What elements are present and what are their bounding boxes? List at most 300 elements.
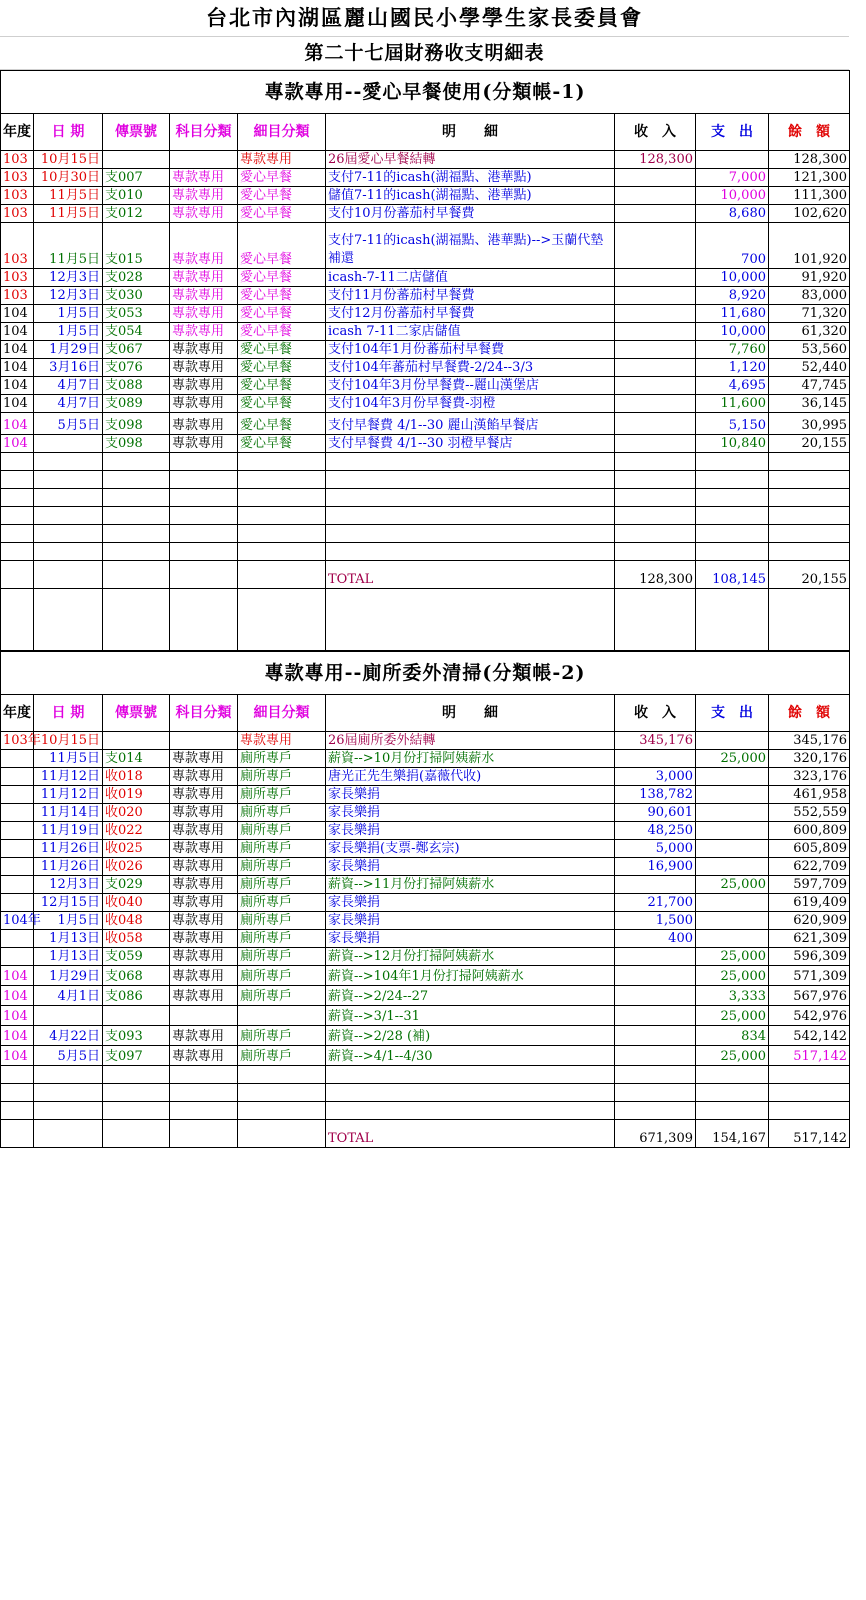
empty-cell <box>1 525 34 543</box>
date-cell: 1月5日 <box>34 305 103 323</box>
empty-cell <box>34 543 103 561</box>
empty-cell <box>769 471 850 489</box>
description-cell: 支付12月份蕃茄村早餐費 <box>326 305 615 323</box>
column-header: 收 入 <box>615 114 696 151</box>
empty-cell <box>615 471 696 489</box>
income-cell <box>615 1026 696 1046</box>
subject-cell: 專款專用 <box>170 269 238 287</box>
expense-cell: 10,000 <box>696 269 769 287</box>
empty-cell <box>769 1102 850 1120</box>
empty-cell <box>170 543 238 561</box>
empty-cell <box>696 1084 769 1102</box>
year-cell <box>1 930 34 948</box>
income-cell <box>615 223 696 269</box>
expense-cell: 10,000 <box>696 323 769 341</box>
description-cell: 支付104年3月份早餐費--麗山漢堡店 <box>326 377 615 395</box>
voucher-cell: 支088 <box>103 377 170 395</box>
empty-cell <box>769 525 850 543</box>
total-income: 671,309 <box>615 1120 696 1148</box>
description-cell: 支付11月份蕃茄村早餐費 <box>326 287 615 305</box>
category-cell: 愛心早餐 <box>238 377 326 395</box>
table-row <box>1 205 850 223</box>
empty-cell <box>103 1066 170 1084</box>
empty-cell <box>1 1066 34 1084</box>
subject-cell: 專款專用 <box>170 804 238 822</box>
empty-cell <box>34 471 103 489</box>
voucher-cell: 支059 <box>103 948 170 966</box>
date-cell: 4月7日 <box>34 395 103 413</box>
year-cell: 103 <box>1 223 34 269</box>
description-cell: 家長樂捐 <box>326 804 615 822</box>
expense-cell <box>696 732 769 750</box>
subject-cell <box>170 151 238 169</box>
empty-cell <box>170 507 238 525</box>
blank-row <box>1 1084 850 1102</box>
empty-cell <box>696 525 769 543</box>
date-cell: 11月12日 <box>34 768 103 786</box>
income-cell <box>615 341 696 359</box>
date-cell: 1月13日 <box>34 930 103 948</box>
date-cell: 3月16日 <box>34 359 103 377</box>
category-cell: 廁所專戶 <box>238 894 326 912</box>
column-header: 支 出 <box>696 114 769 151</box>
category-cell: 愛心早餐 <box>238 359 326 377</box>
table-row <box>1 894 850 912</box>
empty-cell <box>1 489 34 507</box>
total-income: 128,300 <box>615 561 696 589</box>
ledger-table-1 <box>0 70 850 651</box>
balance-cell: 542,976 <box>769 1006 850 1026</box>
balance-cell: 345,176 <box>769 732 850 750</box>
year-cell: 104 <box>1 1046 34 1066</box>
voucher-cell: 收048 <box>103 912 170 930</box>
subject-cell: 專款專用 <box>170 413 238 435</box>
expense-cell: 8,920 <box>696 287 769 305</box>
voucher-cell: 支053 <box>103 305 170 323</box>
blank-row <box>1 507 850 525</box>
blank-row <box>1 525 850 543</box>
expense-cell: 834 <box>696 1026 769 1046</box>
empty-cell <box>34 1120 103 1148</box>
category-cell: 廁所專戶 <box>238 750 326 768</box>
year-cell <box>1 768 34 786</box>
date-cell: 11月5日 <box>34 223 103 269</box>
expense-cell: 25,000 <box>696 966 769 986</box>
year-cell: 104 <box>1 323 34 341</box>
description-cell: 支付104年3月份早餐費-羽橙 <box>326 395 615 413</box>
report-subtitle: 第二十七屆財務收支明細表 <box>0 37 849 70</box>
column-header: 餘 額 <box>769 695 850 732</box>
empty-cell <box>170 1084 238 1102</box>
year-cell: 104 <box>1 359 34 377</box>
income-cell <box>615 1046 696 1066</box>
income-cell <box>615 169 696 187</box>
expense-cell: 3,333 <box>696 986 769 1006</box>
balance-cell: 517,142 <box>769 1046 850 1066</box>
expense-cell: 700 <box>696 223 769 269</box>
table-row <box>1 287 850 305</box>
date-cell: 10月15日 <box>34 151 103 169</box>
spacer-row <box>1 589 850 651</box>
subject-cell: 專款專用 <box>170 359 238 377</box>
table-row <box>1 986 850 1006</box>
category-cell: 廁所專戶 <box>238 930 326 948</box>
expense-cell: 5,150 <box>696 413 769 435</box>
income-cell <box>615 435 696 453</box>
subject-cell: 專款專用 <box>170 377 238 395</box>
empty-cell <box>34 525 103 543</box>
subject-cell: 專款專用 <box>170 930 238 948</box>
empty-cell <box>696 1066 769 1084</box>
date-cell: 11月5日 <box>34 750 103 768</box>
date-cell: 1月13日 <box>34 948 103 966</box>
subject-cell: 專款專用 <box>170 876 238 894</box>
subject-cell: 專款專用 <box>170 894 238 912</box>
category-cell: 愛心早餐 <box>238 395 326 413</box>
empty-cell <box>326 507 615 525</box>
income-cell <box>615 359 696 377</box>
income-cell <box>615 323 696 341</box>
empty-cell <box>326 543 615 561</box>
empty-cell <box>769 543 850 561</box>
income-cell: 48,250 <box>615 822 696 840</box>
income-cell: 1,500 <box>615 912 696 930</box>
empty-cell <box>1 453 34 471</box>
description-cell: 支付早餐費 4/1--30 羽橙早餐店 <box>326 435 615 453</box>
description-cell: 支付104年1月份蕃茄村早餐費 <box>326 341 615 359</box>
empty-cell <box>238 1066 326 1084</box>
expense-cell <box>696 894 769 912</box>
description-cell: 家長樂捐 <box>326 930 615 948</box>
expense-cell: 7,760 <box>696 341 769 359</box>
income-cell: 90,601 <box>615 804 696 822</box>
empty-cell <box>696 489 769 507</box>
empty-cell <box>615 525 696 543</box>
empty-cell <box>326 525 615 543</box>
subject-cell: 專款專用 <box>170 323 238 341</box>
subject-cell: 專款專用 <box>170 912 238 930</box>
blank-row <box>1 471 850 489</box>
date-cell: 12月15日 <box>34 894 103 912</box>
balance-cell: 52,440 <box>769 359 850 377</box>
balance-cell: 461,958 <box>769 786 850 804</box>
expense-cell: 25,000 <box>696 948 769 966</box>
column-header: 明 細 <box>326 695 615 732</box>
category-cell: 愛心早餐 <box>238 223 326 269</box>
table-row <box>1 359 850 377</box>
description-cell: 支付7-11的icash(湖福點、港華點)-->玉蘭代墊補還 <box>326 223 615 269</box>
year-cell: 104 <box>1 305 34 323</box>
category-cell: 愛心早餐 <box>238 323 326 341</box>
income-cell <box>615 750 696 768</box>
subject-cell: 專款專用 <box>170 768 238 786</box>
total-label: TOTAL <box>326 561 615 589</box>
year-cell: 103 <box>1 205 34 223</box>
expense-cell <box>696 912 769 930</box>
table-row <box>1 151 850 169</box>
empty-cell <box>1 471 34 489</box>
table-row <box>1 1046 850 1066</box>
empty-cell <box>238 589 326 651</box>
empty-cell <box>238 453 326 471</box>
column-header: 餘 額 <box>769 114 850 151</box>
balance-cell: 83,000 <box>769 287 850 305</box>
category-cell: 廁所專戶 <box>238 1046 326 1066</box>
balance-cell: 622,709 <box>769 858 850 876</box>
expense-cell: 10,840 <box>696 435 769 453</box>
date-cell: 11月12日 <box>34 786 103 804</box>
date-cell: 1月29日 <box>34 966 103 986</box>
date-cell: 11月5日 <box>34 187 103 205</box>
voucher-cell: 收018 <box>103 768 170 786</box>
balance-cell: 53,560 <box>769 341 850 359</box>
balance-cell: 47,745 <box>769 377 850 395</box>
date-cell: 12月3日 <box>34 876 103 894</box>
balance-cell: 101,920 <box>769 223 850 269</box>
voucher-cell <box>103 1006 170 1026</box>
header-row <box>1 695 850 732</box>
subject-cell: 專款專用 <box>170 223 238 269</box>
subject-cell <box>170 1006 238 1026</box>
section-title: 專款專用--廁所委外清掃(分類帳-2) <box>1 652 850 695</box>
empty-cell <box>34 507 103 525</box>
income-cell <box>615 205 696 223</box>
empty-cell <box>1 1120 34 1148</box>
table-row <box>1 822 850 840</box>
column-header: 傳票號 <box>103 695 170 732</box>
income-cell: 21,700 <box>615 894 696 912</box>
subject-cell: 專款專用 <box>170 948 238 966</box>
empty-cell <box>769 507 850 525</box>
table-row <box>1 413 850 435</box>
subject-cell: 專款專用 <box>170 966 238 986</box>
voucher-cell: 支097 <box>103 1046 170 1066</box>
empty-cell <box>170 589 238 651</box>
expense-cell: 7,000 <box>696 169 769 187</box>
table-row <box>1 876 850 894</box>
category-cell: 廁所專戶 <box>238 786 326 804</box>
empty-cell <box>696 543 769 561</box>
empty-cell <box>326 1102 615 1120</box>
voucher-cell: 收058 <box>103 930 170 948</box>
description-cell: 支付7-11的icash(湖福點、港華點) <box>326 169 615 187</box>
category-cell: 廁所專戶 <box>238 804 326 822</box>
year-cell: 103年 <box>1 732 34 750</box>
expense-cell <box>696 840 769 858</box>
empty-cell <box>103 1084 170 1102</box>
total-balance: 20,155 <box>769 561 850 589</box>
column-header: 明 細 <box>326 114 615 151</box>
expense-cell: 8,680 <box>696 205 769 223</box>
subject-cell: 專款專用 <box>170 395 238 413</box>
category-cell: 廁所專戶 <box>238 768 326 786</box>
category-cell: 愛心早餐 <box>238 287 326 305</box>
expense-cell <box>696 930 769 948</box>
subject-cell: 專款專用 <box>170 1026 238 1046</box>
empty-cell <box>103 1102 170 1120</box>
balance-cell: 567,976 <box>769 986 850 1006</box>
balance-cell: 20,155 <box>769 435 850 453</box>
expense-cell: 10,000 <box>696 187 769 205</box>
column-header: 科目分類 <box>170 114 238 151</box>
balance-cell: 30,995 <box>769 413 850 435</box>
table-row <box>1 966 850 986</box>
voucher-cell: 收019 <box>103 786 170 804</box>
table-row <box>1 1006 850 1026</box>
empty-cell <box>238 1120 326 1148</box>
description-cell: icash-7-11二店儲值 <box>326 269 615 287</box>
expense-cell: 4,695 <box>696 377 769 395</box>
empty-cell <box>326 489 615 507</box>
empty-cell <box>34 561 103 589</box>
empty-cell <box>34 1102 103 1120</box>
description-cell: 薪資-->104年1月份打掃阿姨薪水 <box>326 966 615 986</box>
voucher-cell: 支014 <box>103 750 170 768</box>
table-row <box>1 169 850 187</box>
subject-cell: 專款專用 <box>170 305 238 323</box>
table-row <box>1 750 850 768</box>
total-row <box>1 1120 850 1148</box>
table-row <box>1 323 850 341</box>
column-header: 年度 <box>1 114 34 151</box>
empty-cell <box>170 561 238 589</box>
category-cell: 專款專用 <box>238 151 326 169</box>
year-cell: 104 <box>1 413 34 435</box>
empty-cell <box>238 525 326 543</box>
balance-cell: 320,176 <box>769 750 850 768</box>
date-cell: 11月26日 <box>34 858 103 876</box>
empty-cell <box>326 471 615 489</box>
empty-cell <box>238 507 326 525</box>
voucher-cell: 支054 <box>103 323 170 341</box>
income-cell <box>615 948 696 966</box>
subject-cell: 專款專用 <box>170 205 238 223</box>
balance-cell: 61,320 <box>769 323 850 341</box>
voucher-cell: 支012 <box>103 205 170 223</box>
category-cell: 愛心早餐 <box>238 169 326 187</box>
empty-cell <box>615 1102 696 1120</box>
date-cell: 10月30日 <box>34 169 103 187</box>
description-cell: 家長樂捐 <box>326 912 615 930</box>
income-cell <box>615 876 696 894</box>
table-row <box>1 435 850 453</box>
subject-cell: 專款專用 <box>170 858 238 876</box>
voucher-cell: 支098 <box>103 435 170 453</box>
year-cell <box>1 876 34 894</box>
empty-cell <box>769 1066 850 1084</box>
table-row <box>1 786 850 804</box>
date-cell: 1月29日 <box>34 341 103 359</box>
balance-cell: 111,300 <box>769 187 850 205</box>
empty-cell <box>103 589 170 651</box>
empty-cell <box>103 489 170 507</box>
balance-cell: 128,300 <box>769 151 850 169</box>
table-row <box>1 732 850 750</box>
table-row <box>1 395 850 413</box>
empty-cell <box>769 489 850 507</box>
voucher-cell: 支098 <box>103 413 170 435</box>
balance-cell: 596,309 <box>769 948 850 966</box>
category-cell: 愛心早餐 <box>238 305 326 323</box>
year-cell: 104 <box>1 966 34 986</box>
empty-cell <box>326 1084 615 1102</box>
year-cell <box>1 894 34 912</box>
description-cell: 家長樂捐 <box>326 858 615 876</box>
empty-cell <box>696 1102 769 1120</box>
balance-cell: 71,320 <box>769 305 850 323</box>
category-cell: 專款專用 <box>238 732 326 750</box>
date-cell: 11月19日 <box>34 822 103 840</box>
date-cell: 4月7日 <box>34 377 103 395</box>
empty-cell <box>615 543 696 561</box>
voucher-cell: 支010 <box>103 187 170 205</box>
balance-cell: 323,176 <box>769 768 850 786</box>
date-cell: 1月5日 <box>34 912 103 930</box>
category-cell: 廁所專戶 <box>238 966 326 986</box>
expense-cell: 25,000 <box>696 750 769 768</box>
category-cell: 廁所專戶 <box>238 876 326 894</box>
empty-cell <box>238 543 326 561</box>
description-cell: 支付104年蕃茄村早餐費-2/24--3/3 <box>326 359 615 377</box>
description-cell: 薪資-->10月份打掃阿姨薪水 <box>326 750 615 768</box>
total-row <box>1 561 850 589</box>
date-cell <box>34 1006 103 1026</box>
voucher-cell: 支030 <box>103 287 170 305</box>
income-cell <box>615 269 696 287</box>
voucher-cell: 支015 <box>103 223 170 269</box>
income-cell: 3,000 <box>615 768 696 786</box>
balance-cell: 600,809 <box>769 822 850 840</box>
voucher-cell <box>103 151 170 169</box>
year-cell: 103 <box>1 269 34 287</box>
subject-cell: 專款專用 <box>170 435 238 453</box>
empty-cell <box>696 589 769 651</box>
voucher-cell: 支093 <box>103 1026 170 1046</box>
empty-cell <box>170 1102 238 1120</box>
empty-cell <box>103 525 170 543</box>
income-cell <box>615 395 696 413</box>
column-header: 日 期 <box>34 695 103 732</box>
empty-cell <box>615 1084 696 1102</box>
empty-cell <box>615 1066 696 1084</box>
date-cell: 1月5日 <box>34 323 103 341</box>
year-cell <box>1 750 34 768</box>
empty-cell <box>1 543 34 561</box>
expense-cell <box>696 786 769 804</box>
income-cell <box>615 305 696 323</box>
description-cell: 26屆廁所委外結轉 <box>326 732 615 750</box>
table-row <box>1 305 850 323</box>
empty-cell <box>170 471 238 489</box>
voucher-cell: 支068 <box>103 966 170 986</box>
description-cell: 支付10月份蕃茄村早餐費 <box>326 205 615 223</box>
empty-cell <box>170 489 238 507</box>
date-cell: 5月5日 <box>34 413 103 435</box>
blank-row <box>1 1102 850 1120</box>
subject-cell: 專款專用 <box>170 169 238 187</box>
category-cell: 愛心早餐 <box>238 269 326 287</box>
description-cell: 家長樂捐 <box>326 786 615 804</box>
balance-cell: 91,920 <box>769 269 850 287</box>
table-row <box>1 269 850 287</box>
empty-cell <box>769 453 850 471</box>
column-header: 傳票號 <box>103 114 170 151</box>
description-cell: icash 7-11二家店儲值 <box>326 323 615 341</box>
description-cell: 家長樂捐 <box>326 822 615 840</box>
balance-cell: 102,620 <box>769 205 850 223</box>
category-cell: 廁所專戶 <box>238 1026 326 1046</box>
income-cell <box>615 187 696 205</box>
